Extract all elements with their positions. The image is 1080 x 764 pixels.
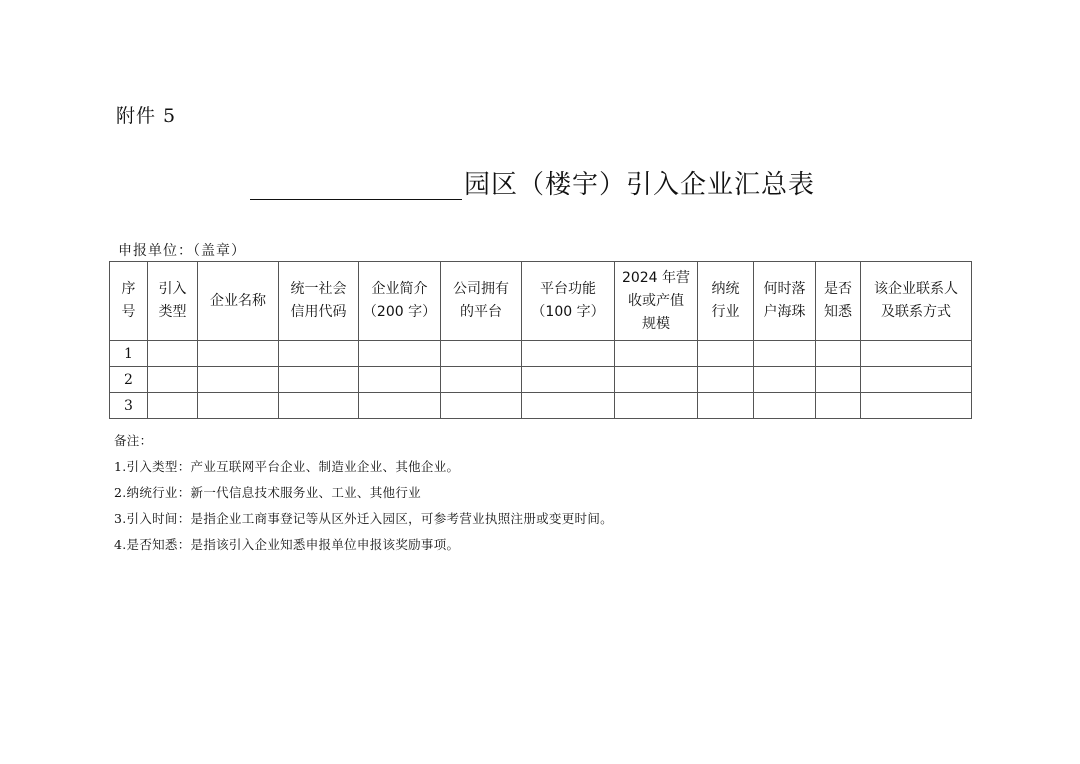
column-header-line: 公司拥有	[453, 281, 509, 297]
empty-cell	[279, 393, 359, 419]
column-header-line: 企业简介	[371, 281, 428, 297]
reporting-unit-label: 申报单位：（盖章）	[118, 243, 246, 259]
empty-cell	[148, 367, 198, 393]
empty-cell	[615, 367, 698, 393]
column-header-line: （200 字）	[362, 304, 437, 320]
empty-cell	[754, 341, 816, 367]
column-header-line: 的平台	[460, 304, 502, 320]
empty-cell	[698, 367, 754, 393]
empty-cell	[441, 393, 522, 419]
empty-cell	[615, 341, 698, 367]
empty-cell	[754, 393, 816, 419]
table-row	[110, 367, 972, 393]
attachment-label: 附件 5	[116, 105, 177, 127]
empty-cell	[359, 341, 441, 367]
column-header	[522, 262, 615, 341]
column-header	[441, 262, 522, 341]
empty-cell	[816, 341, 861, 367]
empty-cell	[279, 341, 359, 367]
table-header-row	[110, 262, 972, 341]
notes-heading: 备注：	[114, 433, 153, 448]
empty-cell	[522, 341, 615, 367]
enterprise-summary-table	[109, 261, 972, 419]
note-item: 3.引入时间：是指企业工商事登记等从区外迁入园区，可参考营业执照注册或变更时间。	[114, 511, 613, 526]
column-header-line: 2024 年营	[621, 269, 691, 286]
column-header-line: 统一社会	[290, 281, 347, 297]
row-number-cell: 3	[110, 393, 148, 419]
column-header-line: 平台功能	[540, 281, 596, 297]
row-number-cell: 2	[110, 367, 148, 393]
empty-cell	[522, 393, 615, 419]
empty-cell	[148, 393, 198, 419]
column-header-line: 何时落	[763, 281, 806, 297]
column-header	[279, 262, 359, 341]
column-header	[110, 262, 148, 341]
column-header	[816, 262, 861, 341]
column-header-line: （100 字）	[531, 304, 605, 320]
column-header-line: 行业	[711, 304, 740, 320]
column-header-line: 是否	[824, 281, 852, 297]
note-item: 2.纳统行业：新一代信息技术服务业、工业、其他行业	[114, 485, 421, 500]
column-header-line: 信用代码	[290, 304, 347, 320]
empty-cell	[861, 367, 972, 393]
column-header-line: 及联系方式	[881, 304, 951, 320]
empty-cell	[615, 393, 698, 419]
empty-cell	[522, 367, 615, 393]
column-header	[861, 262, 972, 341]
note-item: 4.是否知悉：是指该引入企业知悉申报单位申报该奖励事项。	[114, 537, 460, 552]
empty-cell	[861, 341, 972, 367]
column-header	[148, 262, 198, 341]
empty-cell	[198, 393, 279, 419]
column-header-line: 号	[121, 304, 136, 320]
column-header-line: 收或产值	[628, 292, 684, 309]
empty-cell	[698, 341, 754, 367]
column-header-line: 该企业联系人	[874, 281, 958, 297]
park-name-blank	[250, 173, 462, 200]
column-header-line: 序	[121, 281, 136, 297]
empty-cell	[441, 341, 522, 367]
empty-cell	[698, 393, 754, 419]
document-title	[250, 170, 815, 200]
table-row	[110, 393, 972, 419]
empty-cell	[279, 367, 359, 393]
empty-cell	[861, 393, 972, 419]
row-number-cell: 1	[110, 341, 148, 367]
column-header-line: 户海珠	[763, 304, 806, 320]
column-header-line: 企业名称	[210, 292, 266, 309]
table-row	[110, 341, 972, 367]
column-header-line: 引入	[158, 281, 187, 297]
empty-cell	[359, 367, 441, 393]
column-header-line: 知悉	[824, 304, 852, 320]
column-header	[359, 262, 441, 341]
column-header	[198, 262, 279, 341]
empty-cell	[754, 367, 816, 393]
title-text: 园区（楼宇）引入企业汇总表	[464, 170, 816, 200]
empty-cell	[359, 393, 441, 419]
notes-section	[114, 428, 613, 558]
column-header-line: 纳统	[711, 281, 740, 297]
column-header	[754, 262, 816, 341]
empty-cell	[441, 367, 522, 393]
empty-cell	[148, 341, 198, 367]
table-body	[110, 341, 972, 419]
empty-cell	[816, 367, 861, 393]
empty-cell	[198, 367, 279, 393]
column-header	[615, 262, 698, 341]
column-header	[698, 262, 754, 341]
empty-cell	[198, 341, 279, 367]
note-item: 1.引入类型：产业互联网平台企业、制造业企业、其他企业。	[114, 459, 460, 474]
empty-cell	[816, 393, 861, 419]
column-header-line: 类型	[158, 304, 187, 320]
column-header-line: 规模	[642, 315, 670, 332]
